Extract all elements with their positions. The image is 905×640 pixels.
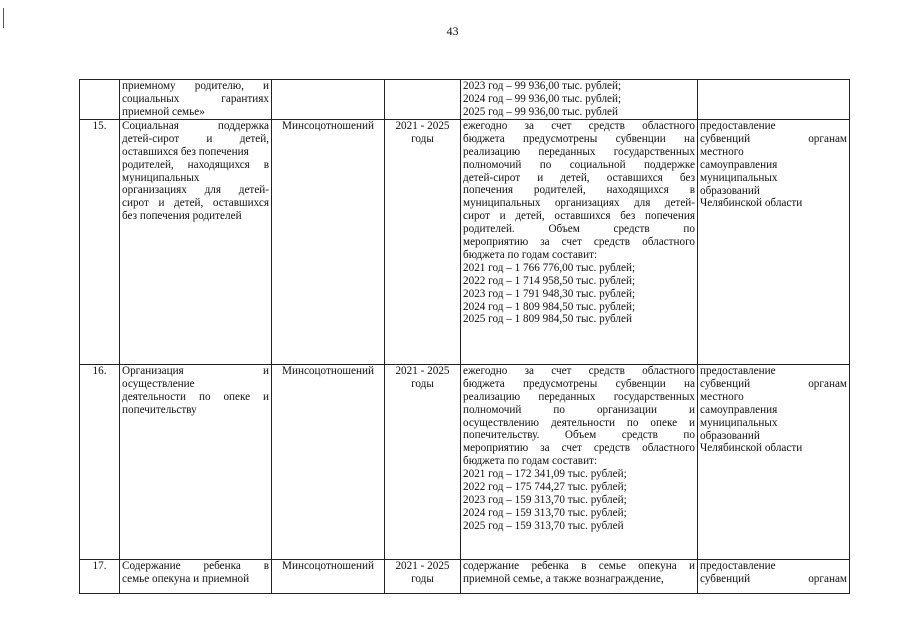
text-line: местного <box>700 145 744 158</box>
text-line: 2024 год – 1 809 984,50 тыс. рублей; <box>463 300 636 313</box>
cell-measure-name <box>120 365 272 560</box>
cell-result <box>698 80 850 120</box>
cell-executor: Минсоцотношений <box>272 560 385 594</box>
text-line: 2022 год – 1 714 958,50 тыс. рублей; <box>463 274 636 287</box>
period-line: годы <box>411 132 434 145</box>
text-line: 2022 год – 175 744,27 тыс. рублей; <box>463 481 627 494</box>
cell-number: 15. <box>80 120 120 365</box>
text-line: субвенций органам <box>700 377 847 390</box>
text-line: сирот и детей, оставшихся <box>122 197 269 210</box>
text-line: ежегодно за счет средств областного <box>463 365 695 377</box>
text-line: попечительству. Объем средств по <box>463 429 695 442</box>
text-line: муниципальных <box>700 171 778 184</box>
text-line: попечения родителей, находящихся в <box>463 184 695 197</box>
table-row <box>80 120 850 365</box>
text-line: содержание ребенка в семье опекуна и <box>463 560 695 572</box>
text-line: субвенций органам <box>700 132 847 145</box>
cell-measure-name <box>120 80 272 120</box>
text-line: оставшихся без попечения <box>122 145 249 158</box>
text-line: приемному родителю, и <box>122 80 269 92</box>
cell-period <box>385 560 461 594</box>
text-line: Челябинской области <box>700 197 803 210</box>
text-line: семье опекуна и приемной <box>122 572 250 585</box>
cell-period <box>385 120 461 365</box>
measures-table <box>79 79 850 594</box>
text-line: 2021 год – 1 766 776,00 тыс. рублей; <box>463 261 636 274</box>
text-line: социальных гарантиях <box>122 92 269 105</box>
text-line: приемной семье» <box>122 105 205 118</box>
table-row <box>80 560 850 594</box>
text-line: 2025 год – 99 936,00 тыс. рублей <box>463 105 618 118</box>
text-line: бюджета предусмотрены субвенции на <box>463 377 695 390</box>
cell-result <box>698 365 850 560</box>
cell-result <box>698 560 850 594</box>
text-line: самоуправления <box>700 403 778 416</box>
cell-description <box>461 120 698 365</box>
cell-measure-name <box>120 560 272 594</box>
cell-period <box>385 80 461 120</box>
period-line: 2021 - 2025 <box>395 560 450 572</box>
text-line: бюджета по годам составит: <box>463 248 598 261</box>
text-line: субвенций органам <box>700 572 847 585</box>
text-line: полномочий по социальной поддержке <box>463 158 695 171</box>
period-line: 2021 - 2025 <box>395 120 450 132</box>
text-line: без попечения родителей <box>122 210 242 223</box>
text-line: муниципальных организациях для детей- <box>463 197 695 210</box>
text-line: 2025 год – 159 313,70 тыс. рублей <box>463 519 624 532</box>
cell-executor: Минсоцотношений <box>272 365 385 560</box>
text-line: образований <box>700 184 760 197</box>
text-line: 2024 год – 159 313,70 тыс. рублей; <box>463 506 627 519</box>
text-line: бюджета по годам составит: <box>463 455 598 468</box>
text-line: Содержание ребенка в <box>122 560 269 572</box>
table-row <box>80 365 850 560</box>
text-line: Социальная поддержка <box>122 120 269 132</box>
period-line: годы <box>411 572 434 585</box>
text-line: осуществление <box>122 377 195 390</box>
text-line: 2023 год – 159 313,70 тыс. рублей; <box>463 493 627 506</box>
text-line: деятельности по опеке и <box>122 390 269 403</box>
text-line: приемной семье, а также вознаграждение, <box>463 572 664 585</box>
cell-number: 17. <box>80 560 120 594</box>
text-line: полномочий по организации и <box>463 403 695 416</box>
period-line: 2021 - 2025 <box>395 365 450 377</box>
text-line: мероприятию за счет средств областного <box>463 442 695 455</box>
text-line: предоставление <box>700 365 776 377</box>
cell-executor <box>272 80 385 120</box>
cell-result <box>698 120 850 365</box>
cell-description <box>461 80 698 120</box>
text-line: осуществлению деятельности по опеке и <box>463 416 695 429</box>
text-line: детей-сирот и детей, <box>122 132 269 145</box>
text-line: 2025 год – 1 809 984,50 тыс. рублей <box>463 313 632 326</box>
text-line: Организация и <box>122 365 269 377</box>
text-line: попечительству <box>122 403 197 416</box>
text-line: местного <box>700 390 744 403</box>
text-line: образований <box>700 429 760 442</box>
cell-executor: Минсоцотношений <box>272 120 385 365</box>
text-line: ежегодно за счет средств областного <box>463 120 695 132</box>
cell-period <box>385 365 461 560</box>
text-line: самоуправления <box>700 158 778 171</box>
text-line: Челябинской области <box>700 442 803 455</box>
text-line: бюджета предусмотрены субвенции на <box>463 132 695 145</box>
text-line: 2023 год – 99 936,00 тыс. рублей; <box>463 80 622 92</box>
text-line: предоставление <box>700 560 776 572</box>
text-line: организациях для детей- <box>122 184 269 197</box>
text-line: 2021 год – 172 341,09 тыс. рублей; <box>463 468 627 481</box>
text-line: предоставление <box>700 120 776 132</box>
cell-description <box>461 365 698 560</box>
text-line: реализацию переданных государственных <box>463 390 695 403</box>
text-line: муниципальных <box>122 171 200 184</box>
text-line: муниципальных <box>700 416 778 429</box>
period-line: годы <box>411 377 434 390</box>
text-line: сирот и детей, оставшихся без попечения <box>463 210 695 223</box>
cell-description <box>461 560 698 594</box>
text-line: родителей, находящихся в <box>122 158 269 171</box>
page-number: 43 <box>446 24 459 38</box>
cell-measure-name <box>120 120 272 365</box>
cell-number <box>80 80 120 120</box>
table-row <box>80 80 850 120</box>
text-line: реализацию переданных государственных <box>463 145 695 158</box>
text-line: детей-сирот и детей, оставшихся без <box>463 171 695 184</box>
cell-number: 16. <box>80 365 120 560</box>
text-line: мероприятию за счет средств областного <box>463 236 695 249</box>
text-line: 2024 год – 99 936,00 тыс. рублей; <box>463 92 622 105</box>
text-line: родителей. Объем средств по <box>463 223 695 236</box>
text-line: 2023 год – 1 791 948,30 тыс. рублей; <box>463 287 636 300</box>
